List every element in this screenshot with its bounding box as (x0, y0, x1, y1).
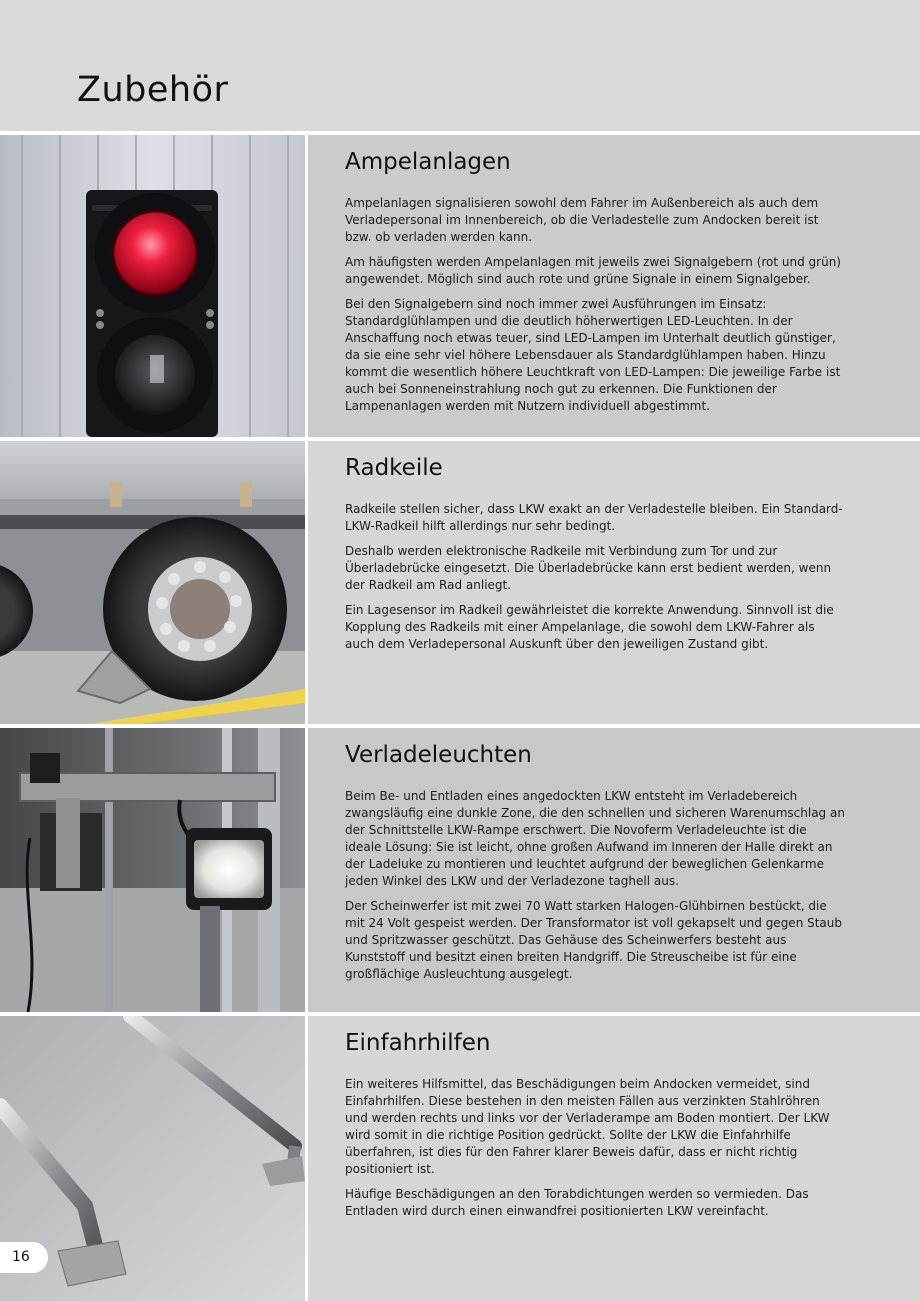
section-title: Radkeile (345, 455, 443, 481)
paragraph: Häufige Beschädigungen an den Torabdichtungen werden so vermieden. Das Entladen wird durch einen einwandfrei positionierten LKW vereinfacht. (345, 1187, 809, 1218)
section-body (345, 788, 845, 991)
paragraph: Deshalb werden elektronische Radkeile mit Verbindung zum Tor und zur Überladebrücke eingesetzt. Die Überladebrücke kann erst bedient werden, wenn der Radkeil am Rad anliegt. (345, 544, 832, 592)
paragraph: Ein weiteres Hilfsmittel, das Beschädigungen beim Andocken vermeidet, sind Einfahrhilfen. Diese bestehen in den meisten Fällen aus verzinkten Stahlröhren und werden rechts und links vor der Verladerampe am Boden montiert. Der LKW wird somit in die richtige Position gedrückt. Sollte der LKW die Einfahrhilfe überfahren, ist dies für den Fahrer klarer Beweis dafür, dass er nicht richtig positioniert ist. (345, 1077, 830, 1176)
section-panel (308, 728, 920, 1012)
section-title: Einfahrhilfen (345, 1030, 491, 1056)
paragraph: Beim Be- und Entladen eines angedockten LKW entsteht im Verladebereich zwangsläufig eine dunkle Zone, die den schnellen und sicheren Warenumschlag an der Schnittstelle LKW-Rampe erschwert. Die Novoferm Verladeleuchte ist die ideale Lösung: Sie ist leicht, ohne großen Aufwand im Inneren der Halle direkt an der Ladeluke zu montieren und leuchtet aufgrund der beweglichen Gelenkarme jeden Winkel des LKW und der Verladezone taghell aus. (345, 789, 845, 888)
section-panel (308, 135, 920, 437)
section-panel (308, 441, 920, 724)
section-verladeleuchten (0, 728, 920, 1012)
section-radkeile (0, 441, 920, 724)
paragraph: Ampelanlagen signalisieren sowohl dem Fahrer im Außenbereich als auch dem Verladepersonal im Innenbereich, ob die Verladestelle zum Andocken bereit ist bzw. ob verladen werden kann. (345, 196, 819, 244)
page-number-tab (0, 1242, 48, 1273)
section-title: Verladeleuchten (345, 742, 532, 768)
wheel-chock-photo (0, 441, 305, 724)
section-body (345, 1076, 845, 1228)
section-ampelanlagen (0, 135, 920, 437)
page-title: Zubehör (77, 70, 229, 110)
lamp-icon (0, 728, 305, 1012)
paragraph: Bei den Signalgebern sind noch immer zwei Ausführungen im Einsatz: Standardglühlampen und die deutlich höherwertigen LED-Leuchten. In der Anschaffung noch etwas teuer, sind LED-Lampen im Unterhalt deutlich günstiger, da sie eine sehr viel höhere Lebensdauer als Standardglühlampen haben. Hinzu kommt die wesentlich höhere Leuchtkraft von LED-Lampen: Die jeweilige Farbe ist auch bei Sonneneinstrahlung noch gut zu erkennen. Die Funktionen der Lampenanlagen werden mit Nutzern individuell abgestimmt. (345, 297, 841, 413)
traffic-light-photo (0, 135, 305, 437)
paragraph: Am häufigsten werden Ampelanlagen mit jeweils zwei Signalgebern (rot und grün) angewendet. Möglich sind auch rote und grüne Signale in einem Signalgeber. (345, 255, 841, 286)
section-body (345, 195, 845, 423)
section-panel (308, 1016, 920, 1301)
section-title: Ampelanlagen (345, 149, 511, 175)
paragraph: Radkeile stellen sicher, dass LKW exakt an der Verladestelle bleiben. Ein Standard-LKW-Radkeil hilft allerdings nur sehr bedingt. (345, 502, 843, 533)
section-body (345, 501, 845, 661)
paragraph: Der Scheinwerfer ist mit zwei 70 Watt starken Halogen-Glühbirnen bestückt, die mit 24 Volt gespeist werden. Der Transformator ist voll gekapselt und gegen Staub und Spritzwasser geschützt. Das Gehäuse des Scheinwerfers besteht aus Kunststoff und besitzt einen breiten Handgriff. Die Streuscheibe ist für eine großflächige Ausleuchtung ausgelegt. (345, 899, 843, 981)
page-header (0, 0, 920, 131)
truck-wheel-icon (0, 441, 305, 724)
section-einfahrhilfen (0, 1016, 920, 1301)
page-number: 16 (12, 1249, 30, 1265)
loading-light-photo (0, 728, 305, 1012)
traffic-light-icon (0, 135, 305, 437)
paragraph: Ein Lagesensor im Radkeil gewährleistet die korrekte Anwendung. Sinnvoll ist die Kopplung des Radkeils mit einer Ampelanlage, die sowohl dem LKW-Fahrer als auch dem Verladepersonal Auskunft über den jeweiligen Zustand gibt. (345, 603, 834, 651)
